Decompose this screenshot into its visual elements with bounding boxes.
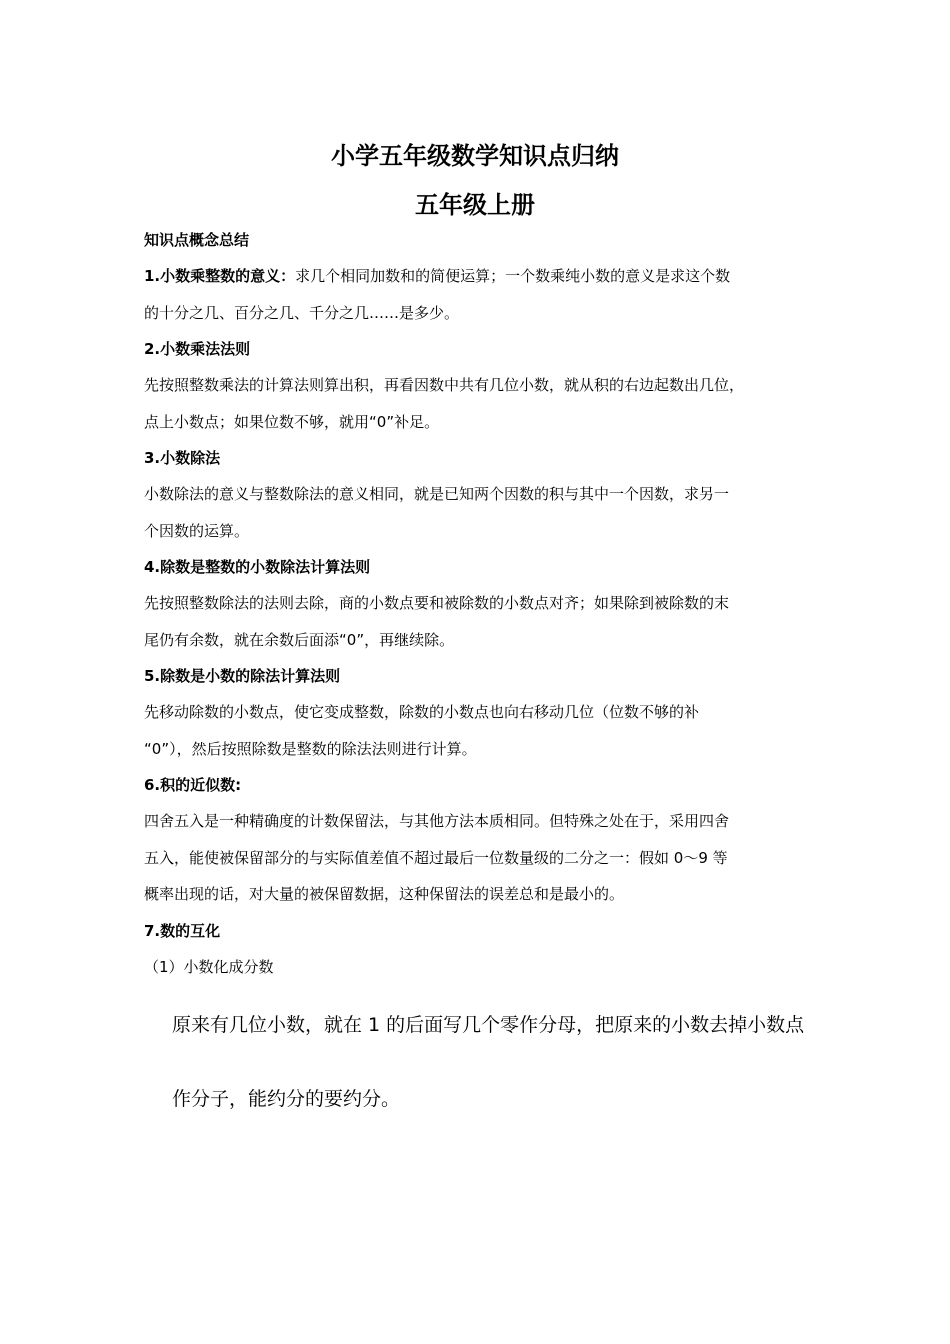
section-4-line-2: 尾仍有余数，就在余数后面添“0”，再继续除。 xyxy=(144,630,455,649)
section-3-line-1: 小数除法的意义与整数除法的意义相同，就是已知两个因数的积与其中一个因数，求另一 xyxy=(144,485,730,503)
section-6-line-3: 概率出现的话，对大量的被保留数据，这种保留法的误差总和是最小的。 xyxy=(144,885,625,903)
section-5-line-1: 先移动除数的小数点，使它变成整数，除数的小数点也向右移动几位（位数不够的补 xyxy=(144,703,700,721)
document-body xyxy=(144,222,814,1153)
section-1-line-1 xyxy=(144,258,814,295)
large-line-2: 作分子，能约分的要约分。 xyxy=(172,1088,401,1110)
section-7-line-1: （1）小数化成分数 xyxy=(144,957,274,976)
section-7-heading: 7.数的互化 xyxy=(144,921,221,940)
section-5-line-2: “0”），然后按照除数是整数的除法法则进行计算。 xyxy=(144,739,477,758)
section-4-heading: 4.除数是整数的小数除法计算法则 xyxy=(144,558,371,576)
section-6-heading: 6.积的近似数: xyxy=(144,776,242,794)
section-2-line-2: 点上小数点；如果位数不够，就用“0”补足。 xyxy=(144,412,440,431)
section-6-line-1: 四舍五入是一种精确度的计数保留法，与其他方法本质相同。但特殊之处在于，采用四舍 xyxy=(144,812,730,830)
section-4-line-1: 先按照整数除法的法则去除，商的小数点要和被除数的小数点对齐；如果除到被除数的末 xyxy=(144,594,730,612)
large-text-block xyxy=(144,1005,814,1153)
section-3-line-2: 个因数的运算。 xyxy=(144,521,250,540)
section-6-line-2: 五入，能使被保留部分的与实际值差值不超过最后一位数量级的二分之一：假如 0～9 等 xyxy=(144,848,728,867)
document-title: 小学五年级数学知识点归纳 xyxy=(331,142,619,170)
document-subtitle: 五年级上册 xyxy=(415,191,535,219)
section-5-heading: 5.除数是小数的除法计算法则 xyxy=(144,667,341,685)
section-1-text: 求几个相同加数和的简便运算；一个数乘纯小数的意义是求这个数 xyxy=(295,267,731,285)
section-2-line-1: 先按照整数乘法的计算法则算出积，再看因数中共有几位小数，就从积的右边起数出几位， xyxy=(144,376,745,394)
section-1-line-2: 的十分之几、百分之几、千分之几……是多少。 xyxy=(144,303,460,322)
large-line-1: 原来有几位小数，就在 1 的后面写几个零作分母，把原来的小数去掉小数点 xyxy=(172,1014,805,1036)
section-2-heading: 2.小数乘法法则 xyxy=(144,340,251,358)
section-1-heading: 1.小数乘整数的意义： xyxy=(144,267,296,285)
summary-heading: 知识点概念总结 xyxy=(144,231,250,249)
section-3-heading: 3.小数除法 xyxy=(144,449,221,467)
